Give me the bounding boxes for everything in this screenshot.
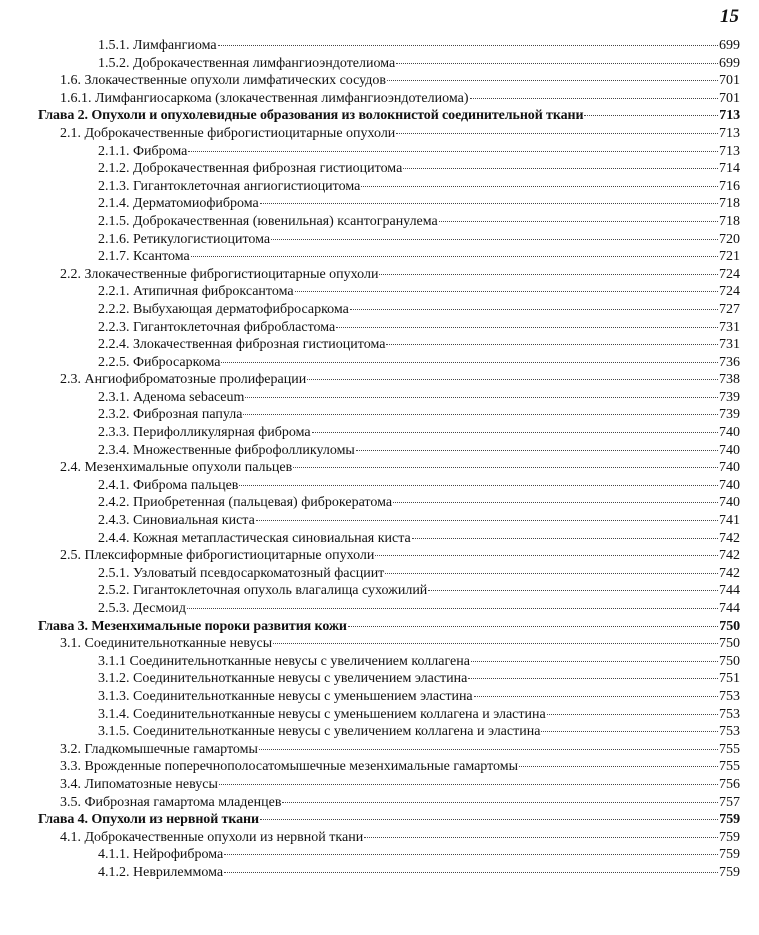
toc-entry[interactable] <box>38 776 740 794</box>
toc-entry-title: 2.1.3. Гигантоклеточная ангиогистиоцитома <box>98 178 361 194</box>
dot-leader <box>375 555 718 556</box>
toc-entry-title: 4.1. Доброкачественные опухоли из нервной ткани <box>60 829 364 845</box>
toc-entry-page: 740 <box>719 425 740 441</box>
dot-leader <box>361 186 718 187</box>
toc-entry[interactable] <box>38 283 740 301</box>
toc-entry-page: 727 <box>719 301 740 317</box>
toc-entry-title: 2.4. Мезенхимальные опухоли пальцев <box>60 460 293 476</box>
toc-entry-page: 731 <box>719 337 740 353</box>
dot-leader <box>259 749 718 750</box>
dot-leader <box>350 309 718 310</box>
toc-entry-title: Глава 3. Мезенхимальные пороки развития кожи <box>38 618 347 634</box>
dot-leader <box>439 221 718 222</box>
toc-entry-page: 699 <box>719 55 740 71</box>
toc-entry[interactable] <box>38 565 740 583</box>
toc-entry[interactable] <box>38 336 740 354</box>
toc-entry-page: 713 <box>719 143 740 159</box>
toc-entry[interactable] <box>38 794 740 812</box>
dot-leader <box>260 819 718 820</box>
toc-entry-page: 741 <box>719 513 740 529</box>
dot-leader <box>188 151 718 152</box>
toc-entry-page: 753 <box>719 706 740 722</box>
toc-entry-page: 759 <box>719 812 740 828</box>
toc-entry-page: 731 <box>719 319 740 335</box>
toc-entry-title: 2.5.1. Узловатый псевдосаркоматозный фасциит <box>98 565 385 581</box>
toc-entry-title: 3.1.1 Соединительнотканные невусы с увеличением коллагена <box>98 653 470 669</box>
toc-entry-page: 718 <box>719 213 740 229</box>
dot-leader <box>396 133 718 134</box>
dot-leader <box>584 115 718 116</box>
toc-entry-page: 739 <box>719 389 740 405</box>
dot-leader <box>428 590 718 591</box>
toc-entry[interactable] <box>38 354 740 372</box>
dot-leader <box>243 414 718 415</box>
toc-entry-page: 742 <box>719 565 740 581</box>
toc-entry-page: 759 <box>719 864 740 880</box>
toc-entry[interactable] <box>38 530 740 548</box>
toc-entry-page: 718 <box>719 196 740 212</box>
dot-leader <box>293 467 718 468</box>
toc-entry-title: 2.1.2. Доброкачественная фиброзная гистиоцитома <box>98 161 403 177</box>
dot-leader <box>412 538 718 539</box>
toc-entry-title: 3.1. Соединительнотканные невусы <box>60 636 273 652</box>
toc-entry-title: 3.1.4. Соединительнотканные невусы с уменьшением коллагена и эластина <box>98 706 546 722</box>
toc-entry-title: 4.1.1. Нейрофиброма <box>98 847 224 863</box>
dot-leader <box>271 239 718 240</box>
dot-leader <box>547 714 718 715</box>
toc-entry-page: 739 <box>719 407 740 423</box>
toc-entry[interactable] <box>38 512 740 530</box>
toc-entry-title: 2.5. Плексиформные фиброгистиоцитарные опухоли <box>60 548 375 564</box>
dot-leader <box>348 626 718 627</box>
toc-entry-title: 2.2.1. Атипичная фиброксантома <box>98 284 294 300</box>
dot-leader <box>221 362 718 363</box>
toc-entry-page: 736 <box>719 354 740 370</box>
toc-entry[interactable] <box>38 477 740 495</box>
toc-entry[interactable] <box>38 706 740 724</box>
dot-leader <box>245 397 718 398</box>
toc-entry[interactable] <box>38 653 740 671</box>
dot-leader <box>387 80 718 81</box>
toc-entry-title: 2.3.2. Фиброзная папула <box>98 407 243 423</box>
toc-entry-page: 759 <box>719 829 740 845</box>
toc-entry[interactable] <box>38 319 740 337</box>
toc-entry-title: 2.1. Доброкачественные фиброгистиоцитарные опухоли <box>60 125 396 141</box>
dot-leader <box>307 379 718 380</box>
dot-leader <box>541 731 718 732</box>
toc-entry-title: 2.2.4. Злокачественная фиброзная гистиоцитома <box>98 337 386 353</box>
toc-entry[interactable] <box>38 371 740 389</box>
toc-entry[interactable] <box>38 248 740 266</box>
toc-entry[interactable] <box>38 389 740 407</box>
toc-entry[interactable] <box>38 459 740 477</box>
toc-entry-page: 750 <box>719 653 740 669</box>
toc-entry-title: 3.2. Гладкомышечные гамартомы <box>60 741 258 757</box>
toc-entry-title: 1.6.1. Лимфангиосаркома (злокачественная лимфангиоэндотелиома) <box>60 90 469 106</box>
toc-entry[interactable] <box>38 72 740 90</box>
toc-entry-title: 3.3. Врожденные поперечнополосатомышечные мезенхимальные гамартомы <box>60 759 519 775</box>
toc-entry-page: 740 <box>719 495 740 511</box>
toc-entry-title: 3.4. Липоматозные невусы <box>60 776 218 792</box>
toc-entry-page: 755 <box>719 759 740 775</box>
toc-entry-page: 757 <box>719 794 740 810</box>
toc-entry[interactable] <box>38 37 740 55</box>
toc-entry-title: 2.2.3. Гигантоклеточная фибробластома <box>98 319 336 335</box>
toc-entry-page: 724 <box>719 266 740 282</box>
dot-leader <box>356 450 718 451</box>
toc-entry-title: 2.5.2. Гигантоклеточная опухоль влагалища сухожилий <box>98 583 428 599</box>
toc-entry-title: 2.1.7. Ксантома <box>98 249 190 265</box>
dot-leader <box>385 573 718 574</box>
toc-entry[interactable] <box>38 213 740 231</box>
page-number: 15 <box>720 6 739 27</box>
toc-entry-page: 738 <box>719 372 740 388</box>
toc-entry-title: 2.1.6. Ретикулогистиоцитома <box>98 231 271 247</box>
toc-entry[interactable] <box>38 231 740 249</box>
toc-entry-title: 1.5.1. Лимфангиома <box>98 38 217 53</box>
dot-leader <box>386 344 718 345</box>
toc-entry-page: 753 <box>719 724 740 740</box>
toc-entry-title: 2.3. Ангиофиброматозные пролиферации <box>60 372 307 388</box>
toc-entry-page: 713 <box>719 108 740 124</box>
toc-entry-page: 753 <box>719 688 740 704</box>
toc-entry[interactable] <box>38 143 740 161</box>
dot-leader <box>260 203 718 204</box>
toc-entry-page: 744 <box>719 583 740 599</box>
toc-entry-title: 2.4.3. Синовиальная киста <box>98 513 255 529</box>
toc-entry[interactable] <box>38 442 740 460</box>
toc-entry[interactable] <box>38 829 740 847</box>
toc-entry-page: 701 <box>719 73 740 89</box>
toc-entry-title: 2.5.3. Десмоид <box>98 601 186 616</box>
toc-entry-title: 4.1.2. Неврилеммома <box>98 864 224 880</box>
dot-leader <box>273 643 718 644</box>
toc-entry-page: 755 <box>719 741 740 757</box>
toc-entry-title: 2.3.4. Множественные фиброфолликуломы <box>98 442 355 458</box>
toc-entry-page: 740 <box>719 442 740 458</box>
toc-entry[interactable] <box>38 406 740 424</box>
toc-entry-page: 750 <box>719 618 740 634</box>
toc-entry-page: 742 <box>719 548 740 564</box>
toc-entry-title: 2.4.2. Приобретенная (пальцевая) фиброкератома <box>98 495 393 511</box>
toc-entry[interactable] <box>38 178 740 196</box>
toc-entry-title: 1.6. Злокачественные опухоли лимфатических сосудов <box>60 73 387 89</box>
toc-entry-title: 2.2. Злокачественные фиброгистиоцитарные опухоли <box>60 266 379 282</box>
toc-entry[interactable] <box>38 547 740 565</box>
toc-chapter-entry[interactable] <box>38 618 740 636</box>
toc-entry[interactable] <box>38 688 740 706</box>
toc-entry-page: 742 <box>719 530 740 546</box>
dot-leader <box>336 327 718 328</box>
toc-entry[interactable] <box>38 424 740 442</box>
toc-entry-title: 1.5.2. Доброкачественная лимфангиоэндотелиома <box>98 55 396 71</box>
dot-leader <box>187 608 718 609</box>
toc-entry-page: 714 <box>719 161 740 177</box>
dot-leader <box>295 291 718 292</box>
table-of-contents <box>38 37 740 882</box>
toc-entry-page: 756 <box>719 776 740 792</box>
dot-leader <box>239 485 718 486</box>
dot-leader <box>218 45 718 46</box>
toc-entry[interactable] <box>38 635 740 653</box>
toc-entry[interactable] <box>38 90 740 108</box>
dot-leader <box>468 678 718 679</box>
toc-entry-page: 740 <box>719 460 740 476</box>
toc-entry-title: 2.2.5. Фибросаркома <box>98 354 221 370</box>
toc-entry-title: 3.5. Фиброзная гамартома младенцев <box>60 794 282 810</box>
toc-entry-title: Глава 2. Опухоли и опухолевидные образования из волокнистой соединительной ткани <box>38 108 584 124</box>
toc-entry[interactable] <box>38 55 740 73</box>
toc-entry-page: 713 <box>719 125 740 141</box>
toc-entry-title: 2.3.3. Перифолликулярная фиброма <box>98 425 311 441</box>
dot-leader <box>403 168 718 169</box>
toc-entry-title: 2.2.2. Выбухающая дерматофибросаркома <box>98 301 349 317</box>
toc-entry-title: 2.1.1. Фиброма <box>98 143 188 159</box>
dot-leader <box>219 784 718 785</box>
toc-entry[interactable] <box>38 741 740 759</box>
toc-entry[interactable] <box>38 160 740 178</box>
toc-entry[interactable] <box>38 494 740 512</box>
dot-leader <box>519 766 718 767</box>
toc-entry[interactable] <box>38 864 740 882</box>
toc-entry-page: 751 <box>719 671 740 687</box>
toc-entry-page: 724 <box>719 284 740 300</box>
toc-entry-page: 701 <box>719 90 740 106</box>
toc-entry-title: 2.1.4. Дерматомиофиброма <box>98 196 259 212</box>
toc-chapter-entry[interactable] <box>38 811 740 829</box>
toc-entry-title: 3.1.3. Соединительнотканные невусы с уменьшением эластина <box>98 688 473 704</box>
toc-entry-page: 744 <box>719 601 740 616</box>
dot-leader <box>396 63 718 64</box>
dot-leader <box>224 854 718 855</box>
dot-leader <box>282 802 718 803</box>
dot-leader <box>224 872 718 873</box>
toc-entry-page: 716 <box>719 178 740 194</box>
toc-entry-page: 759 <box>719 847 740 863</box>
toc-entry-page: 740 <box>719 477 740 493</box>
toc-entry-page: 699 <box>719 38 740 53</box>
toc-entry[interactable] <box>38 723 740 741</box>
toc-entry[interactable] <box>38 758 740 776</box>
toc-entry[interactable] <box>38 600 740 618</box>
dot-leader <box>474 696 718 697</box>
toc-entry-page: 720 <box>719 231 740 247</box>
toc-entry-page: 750 <box>719 636 740 652</box>
toc-entry[interactable] <box>38 301 740 319</box>
toc-entry-title: 3.1.2. Соединительнотканные невусы с увеличением эластина <box>98 671 468 687</box>
toc-entry[interactable] <box>38 846 740 864</box>
dot-leader <box>256 520 718 521</box>
toc-entry-title: 3.1.5. Соединительнотканные невусы с увеличением коллагена и эластина <box>98 724 541 740</box>
toc-entry[interactable] <box>38 266 740 284</box>
dot-leader <box>393 502 718 503</box>
dot-leader <box>471 661 718 662</box>
dot-leader <box>312 432 718 433</box>
toc-entry[interactable] <box>38 670 740 688</box>
dot-leader <box>191 256 718 257</box>
toc-entry-title: Глава 4. Опухоли из нервной ткани <box>38 812 259 828</box>
toc-entry-title: 2.4.4. Кожная метапластическая синовиальная киста <box>98 530 411 546</box>
dot-leader <box>364 837 718 838</box>
toc-entry-title: 2.4.1. Фиброма пальцев <box>98 477 239 493</box>
toc-entry-title: 2.3.1. Аденома sebaceum <box>98 389 245 405</box>
toc-entry[interactable] <box>38 125 740 143</box>
toc-chapter-entry[interactable] <box>38 107 740 125</box>
toc-entry-title: 2.1.5. Доброкачественная (ювенильная) ксантогранулема <box>98 213 438 229</box>
toc-entry[interactable] <box>38 582 740 600</box>
toc-entry[interactable] <box>38 195 740 213</box>
toc-entry-page: 721 <box>719 249 740 265</box>
dot-leader <box>470 98 719 99</box>
dot-leader <box>379 274 718 275</box>
